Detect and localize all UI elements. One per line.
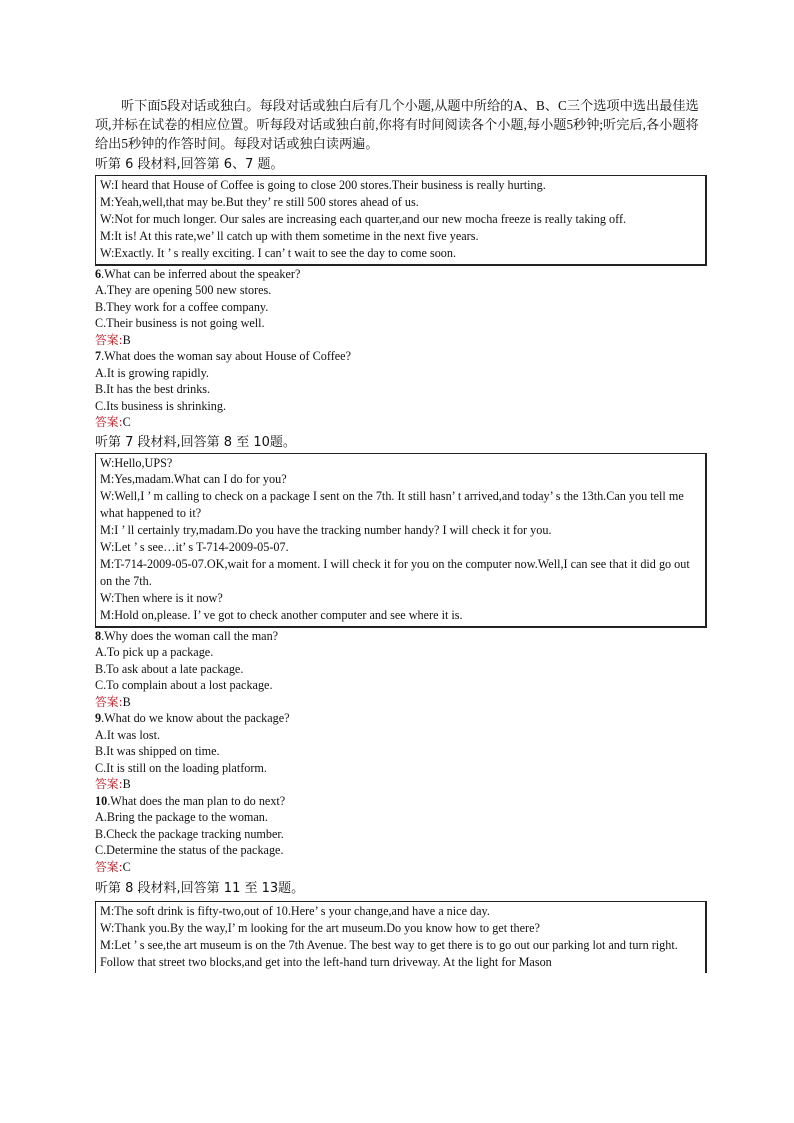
answer-label: 答案:: [95, 777, 123, 792]
question-text: .What can be inferred about the speaker?: [101, 266, 301, 281]
option-a: A.To pick up a package.: [95, 645, 214, 660]
dialogue-line: M:It is! At this rate,we’ ll catch up with them sometime in the next five years.: [100, 228, 479, 243]
dialogue-line: W:Not for much longer. Our sales are increasing each quarter,and our new mocha freeze is really taking off.: [100, 211, 627, 226]
question-6: [95, 266, 707, 349]
question-number: 7: [95, 349, 102, 364]
answer-value: B: [122, 777, 131, 792]
question-9: [95, 710, 707, 793]
answer-label: 答案:: [95, 332, 123, 347]
dialogue-line: W:I heard that House of Coffee is going to close 200 stores.Their business is really hurting.: [100, 178, 546, 192]
answer-value: C: [122, 859, 131, 874]
option-a: A.They are opening 500 new stores.: [95, 283, 272, 298]
option-a: A.It was lost.: [95, 727, 160, 742]
option-b: B.It has the best drinks.: [95, 382, 211, 397]
option-b: B.Check the package tracking number.: [95, 826, 284, 841]
option-b: B.To ask about a late package.: [95, 661, 244, 676]
option-a: A.Bring the package to the woman.: [95, 810, 268, 825]
section-heading-1: 听第 6 段材料,回答第 6、7 题。: [95, 157, 284, 172]
dialogue-line: W:Exactly. It ’ s really exciting. I can’ t wait to see the day to come soon.: [100, 245, 457, 260]
dialogue-box-1: [95, 175, 707, 266]
dialogue-line: M:Hold on,please. I’ ve got to check another computer and see where it is.: [100, 607, 463, 622]
dialogue-line: M:T-714-2009-05-07.OK,wait for a moment. I will check it for you on the computer now.Well,I can see that it did go out on the 7th.: [100, 556, 690, 588]
dialogue-line: W:Thank you.By the way,I’ m looking for the art museum.Do you know how to get there?: [100, 921, 540, 935]
option-b: B.They work for a coffee company.: [95, 299, 269, 314]
question-7: [95, 348, 707, 431]
dialogue-box-2: [95, 453, 707, 628]
option-b: B.It was shipped on time.: [95, 744, 220, 759]
dialogue-line: M:I ’ ll certainly try,madam.Do you have the tracking number handy? I will check it for you.: [100, 523, 552, 538]
question-number: 9: [95, 711, 102, 726]
answer-value: B: [122, 332, 131, 347]
question-number: 6: [95, 266, 102, 281]
question-text: .What does the woman say about House of Coffee?: [101, 349, 351, 364]
question-number: 10: [95, 793, 108, 808]
instructions: 听下面5段对话或独白。每段对话或独白后有几个小题,从题中所给的A、B、C三个选项中选出最佳选项,并标在试卷的相应位置。听每段对话或独白前,你将有时间阅读各个小题,每小题5秒钟;听完后,各小题将给出5秒钟的作答时间。每段对话或独白读两遍。: [95, 98, 699, 151]
dialogue-line: M:The soft drink is fifty-two,out of 10.Here’ s your change,and have a nice day.: [100, 904, 490, 919]
answer-label: 答案:: [95, 694, 123, 709]
dialogue-line: M:Let ’ s see,the art museum is on the 7th Avenue. The best way to get there is to go out our parking lot and turn right. Follow that street two blocks,and get into the left-hand turn driveway. At the light for Mason: [100, 937, 678, 969]
option-c: C.To complain about a lost package.: [95, 678, 273, 693]
question-number: 8: [95, 628, 102, 643]
dialogue-line: M:Yes,madam.What can I do for you?: [100, 472, 287, 487]
dialogue-line: M:Yeah,well,that may be.But they’ re still 500 stores ahead of us.: [100, 194, 419, 209]
option-c: C.Determine the status of the package.: [95, 843, 284, 858]
option-c: C.Their business is not going well.: [95, 316, 265, 331]
dialogue-line: W:Well,I ’ m calling to check on a package I sent on the 7th. It still hasn’ t arrived,and today’ s the 13th.Can you tell me what happened to it?: [100, 489, 684, 521]
dialogue-box-3: [95, 901, 707, 973]
section-heading-3: 听第 8 段材料,回答第 11 至 13题。: [95, 881, 305, 897]
question-10: [95, 793, 707, 876]
dialogue-line: W:Let ’ s see…it’ s T-714-2009-05-07.: [100, 540, 289, 555]
answer-value: C: [122, 415, 131, 430]
question-text: .What does the man plan to do next?: [107, 793, 286, 808]
question-text: .What do we know about the package?: [101, 711, 290, 726]
question-text: .Why does the woman call the man?: [101, 628, 279, 643]
answer-label: 答案:: [95, 859, 123, 874]
option-a: A.It is growing rapidly.: [95, 365, 209, 380]
dialogue-line: W:Hello,UPS?: [100, 455, 173, 470]
dialogue-line: W:Then where is it now?: [100, 590, 223, 605]
option-c: C.Its business is shrinking.: [95, 398, 227, 413]
answer-value: B: [122, 694, 131, 709]
answer-label: 答案:: [95, 415, 123, 430]
question-8: [95, 628, 707, 711]
exam-page: [95, 96, 707, 973]
section-heading-2: 听第 7 段材料,回答第 8 至 10题。: [95, 434, 296, 450]
option-c: C.It is still on the loading platform.: [95, 760, 267, 775]
